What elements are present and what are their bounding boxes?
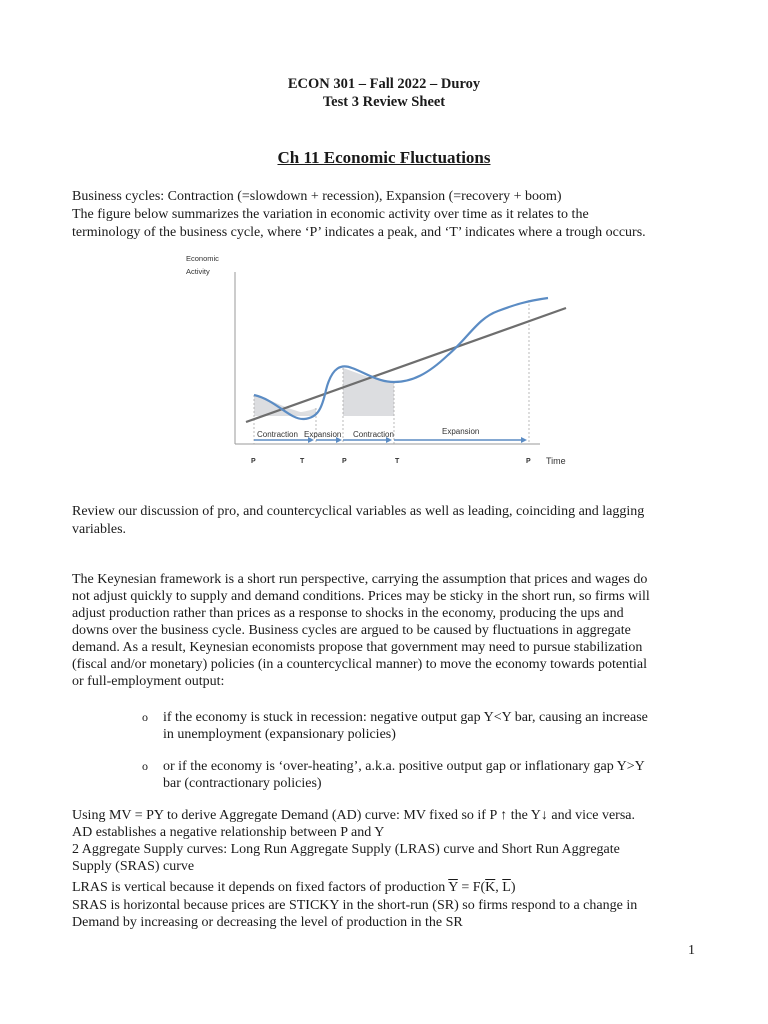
bullet-2-line-2: bar (contractionary policies) — [163, 776, 322, 791]
bullet-marker-1: o — [142, 710, 148, 724]
section-title: Ch 11 Economic Fluctuations — [277, 148, 491, 167]
phase-label-contraction-1: Contraction — [257, 430, 298, 439]
sheet-title: Test 3 Review Sheet — [322, 94, 446, 110]
course-title: ECON 301 – Fall 2022 – Duroy — [287, 76, 481, 92]
y-axis-label-line-1: Economic — [186, 254, 219, 263]
eq-f-open: = F( — [457, 880, 486, 895]
page-number: 1 — [688, 943, 695, 958]
lras-text: LRAS is vertical because it depends on fixed factors of production — [72, 880, 449, 895]
sras-line-1: SRAS is horizontal because prices are STICKY in the short-run (SR) so firms respond to a change in — [72, 898, 638, 913]
ad-relationship-line: AD establishes a negative relationship between P and Y — [72, 825, 385, 840]
sras-line-2: Demand by increasing or decreasing the level of production in the SR — [72, 915, 463, 930]
phase-label-expansion-2: Expansion — [442, 427, 480, 436]
keynes-line-2: not adjust quickly to supply and demand conditions. Prices may be sticky in the short run, so firms will — [72, 589, 650, 604]
as-curves-line-2: Supply (SRAS) curve — [72, 859, 195, 874]
l-bar-symbol: $\overline{L}$ — [502, 880, 511, 895]
k-bar-symbol: $\overline{K}$ — [485, 880, 496, 895]
phase-label-expansion-1: Expansion — [304, 430, 342, 439]
keynes-line-3: adjust production rather than prices as a response to shocks in the economy, producing the ups and — [72, 606, 624, 621]
x-axis-label: Time — [546, 456, 566, 466]
business-cycles-line: Business cycles: Contraction (=slowdown + recession), Expansion (=recovery + boom) — [72, 189, 562, 204]
ad-derivation-line: Using MV = PY to derive Aggregate Demand (AD) curve: MV fixed so if P ↑ the Y↓ and vice versa. — [72, 808, 635, 823]
phase-arrowhead-4 — [521, 437, 527, 443]
y-bar-symbol: $\overline{Y}$ — [448, 880, 458, 895]
review-line-2: variables. — [72, 522, 127, 537]
review-line-1: Review our discussion of pro, and countercyclical variables as well as leading, coinciding and lagging — [72, 504, 645, 519]
marker-trough-1: T — [300, 458, 305, 465]
figure-intro-line-1: The figure below summarizes the variation in economic activity over time as it relates to the — [72, 207, 589, 222]
figure-intro-line-2: terminology of the business cycle, where ‘P’ indicates a peak, and ‘T’ indicates where a trough occurs. — [72, 225, 646, 240]
y-axis-label-line-2: Activity — [186, 267, 210, 276]
eq-close: ) — [510, 880, 516, 895]
keynes-line-5: demand. As a result, Keynesian economists propose that government may need to pursue stabilization — [72, 640, 643, 655]
activity-curve — [254, 298, 548, 419]
keynes-line-1: The Keynesian framework is a short run perspective, carrying the assumption that prices and wages do — [72, 572, 648, 587]
marker-peak-1: P — [251, 458, 256, 465]
bullet-2-line-1: or if the economy is ‘over-heating’, a.k.a. positive output gap or inflationary gap Y>Y — [163, 759, 645, 774]
bullet-1-line-2: in unemployment (expansionary policies) — [163, 727, 396, 742]
marker-trough-2: T — [395, 458, 400, 465]
trend-line — [246, 308, 566, 422]
phase-label-contraction-2: Contraction — [353, 430, 394, 439]
lras-line — [72, 879, 697, 896]
keynes-line-6: (fiscal and/or monetary) policies (in a countercyclical manner) to move the economy towards potential — [72, 657, 647, 672]
bullet-marker-2: o — [142, 759, 148, 773]
marker-peak-2: P — [342, 458, 347, 465]
marker-peak-3: P — [526, 458, 531, 465]
keynes-line-7: or full-employment output: — [72, 674, 225, 689]
as-curves-line-1: 2 Aggregate Supply curves: Long Run Aggregate Supply (LRAS) curve and Short Run Aggregate — [72, 842, 620, 857]
eq-comma: , — [495, 880, 503, 895]
business-cycle-figure — [180, 248, 580, 472]
bullet-1-line-1: if the economy is stuck in recession: negative output gap Y<Y bar, causing an increase — [163, 710, 648, 725]
keynes-line-4: downs over the business cycle. Business cycles are argued to be caused by fluctuations in aggregate — [72, 623, 631, 638]
